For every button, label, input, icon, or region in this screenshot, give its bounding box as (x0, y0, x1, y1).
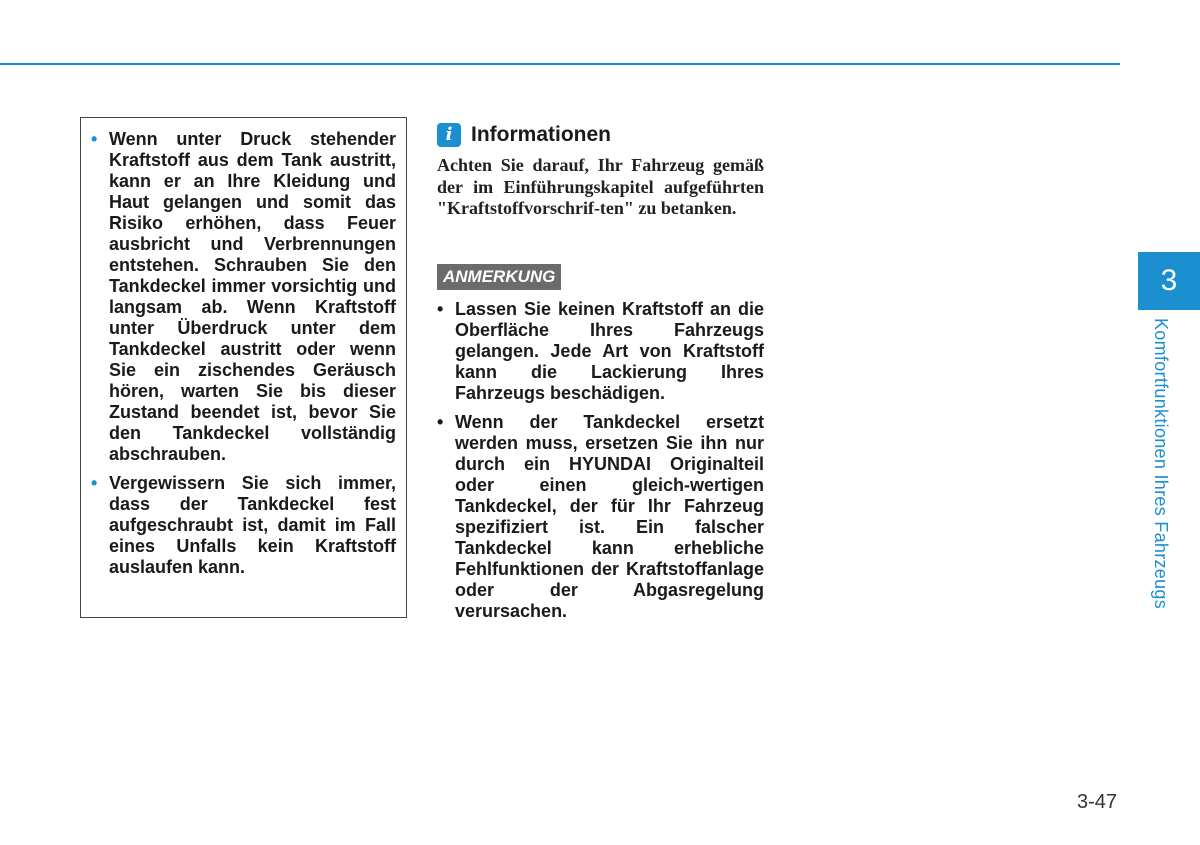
chapter-title: Komfortfunktionen Ihres Fahrzeugs (1151, 318, 1171, 610)
chapter-number-tab[interactable]: 3 (1138, 252, 1200, 310)
warning-item-text: Vergewissern Sie sich immer, dass der Tankdeckel fest aufgeschraubt ist, damit im Fall eines Unfalls kein Kraftstoff auslaufen kann. (109, 473, 396, 577)
info-header (437, 122, 611, 148)
bullet-icon: • (91, 473, 98, 493)
note-section (437, 299, 764, 630)
bullet-icon: • (437, 299, 444, 319)
bullet-icon: • (91, 129, 98, 149)
page-number: 3-47 (1077, 791, 1118, 813)
note-item (437, 412, 764, 622)
warning-box (80, 117, 407, 618)
warning-list (91, 129, 396, 578)
info-title: Informationen (471, 123, 611, 146)
warning-item (91, 473, 396, 578)
note-list (437, 299, 764, 622)
note-badge: ANMERKUNG (437, 264, 561, 290)
note-item-text: Wenn der Tankdeckel ersetzt werden muss, ersetzen Sie ihn nur durch ein HYUNDAI Originalteil oder einen gleich-wertigen Tankdeckel, der für Ihr Fahrzeug spezifiziert ist. Ein falscher Tankdeckel kann erhebliche Fehlfunktionen der Kraftstoffanlage oder der Abgasregelung verursachen. (455, 412, 764, 621)
note-item-text: Lassen Sie keinen Kraftstoff an die Oberfläche Ihres Fahrzeugs gelangen. Jede Art von Kraftstoff kann die Lackierung Ihres Fahrzeugs beschädigen. (455, 299, 764, 403)
bullet-icon: • (437, 412, 444, 432)
note-item (437, 299, 764, 404)
info-text: Achten Sie darauf, Ihr Fahrzeug gemäß der im Einführungskapitel aufgeführten "Kraftstoffvorschrif-ten" zu betanken. (437, 155, 764, 218)
info-icon: i (437, 123, 461, 147)
warning-item (91, 129, 396, 465)
warning-item-text: Wenn unter Druck stehender Kraftstoff aus dem Tank austritt, kann er an Ihre Kleidung und Haut gelangen und somit das Risiko erhöhen, dass Feuer ausbricht und Verbrennungen entstehen. Schrauben Sie den Tankdeckel immer vorsichtig und langsam ab. Wenn Kraftstoff unter Überdruck unter dem Tankdeckel austritt oder wenn Sie ein zischendes Geräusch hören, warten Sie bis dieser Zustand beendet ist, bevor Sie den Tankdeckel vollständig abschrauben. (109, 129, 396, 464)
header-rule (0, 63, 1120, 65)
